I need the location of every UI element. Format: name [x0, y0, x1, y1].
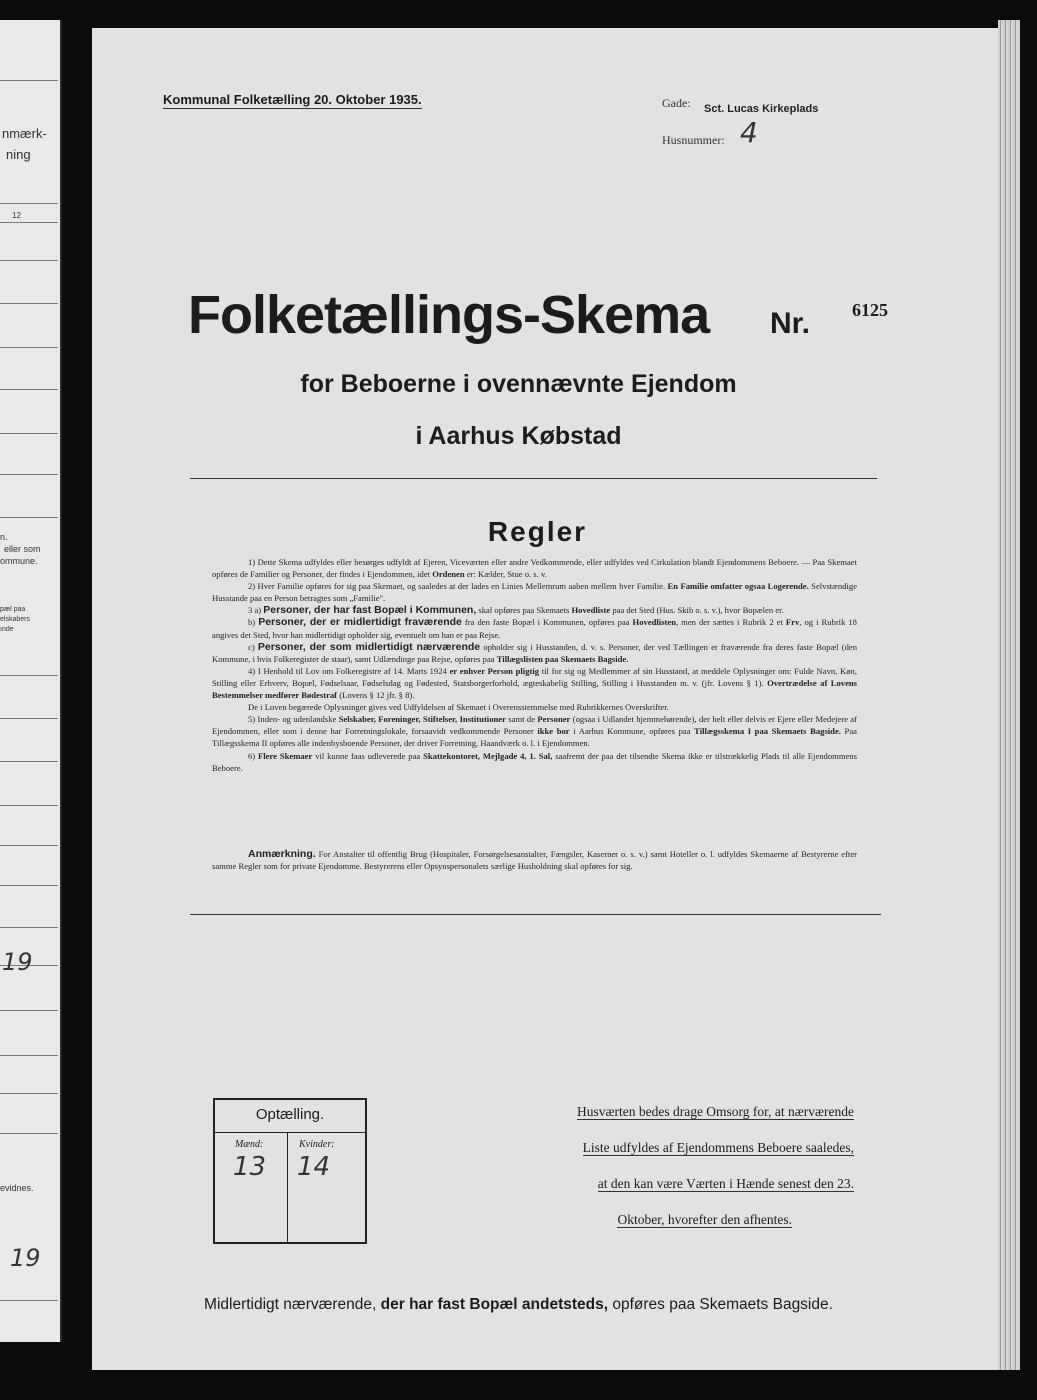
men-label: Mænd: [235, 1139, 264, 1150]
rule-4: 4) I Henhold til Lov om Folkeregistre af 14. Marts 1924 er enhver Person pligtig til for sig og Medlemmer af sin Husstand, at meddele Oplysninger om: Fulde Navn, Køn, Stilling eller Erhverv, Bopæl, Fødselsaar, Fødselsdag og Fødested, Statsborgerforhold, ægteskabelig Stilling, Stilling i Husstanden m. v. (jfr. Lovens § 1). Overtrædelse af Lovens Bestemmelser medfører Bødestraf (Lovens § 12 jfr. § 8). [212, 665, 858, 701]
host-notice-line-3: at den kan være Værten i Hænde senest den 23. [597, 1176, 854, 1191]
rule-2: 2) Hver Familie opføres for sig paa Skemaet, og saaledes at der lades en Linies Mellemrum aaben mellem hver Familie. En Familie omfatter ogsaa Logerende. Selvstændige Husstande paa en Person betragtes som „Familie". [212, 581, 858, 604]
census-title: Kommunal Folketælling 20. Oktober 1935. [163, 92, 422, 107]
form-title: Folketællings-Skema [188, 285, 710, 345]
left-hand-2: 19 [10, 1244, 41, 1272]
left-frag-3: ommune. [0, 556, 38, 566]
divider-bottom [190, 914, 881, 915]
left-hand-1: 19 [2, 948, 33, 976]
rule-3c: c) Personer, der som midlertidigt nærværende opholder sig i Husstanden, d. v. s. Personer, der ved Tællingen er fraværende fra deres faste Bopæl (den Kommune, i hvis Folkeregister de staar), samt Udlændinge paa Rejse, opføres paa Tillægslisten paa Skemaets Bagside. [212, 640, 858, 664]
remark-body: For Anstalter til offentlig Brug (Hospitaler, Forsørgelsesanstalter, Fængsler, Kaserner o. s. v.) samt Hoteller o. l. udfyldes Skemaerne af Bestyrerne efter samme Regler som for private Ejendomme. Bestyrerens eller Opsynspersonalets særlige Husholdning skal opføres for sig. [212, 849, 857, 872]
house-number-label: Husnummer: [662, 133, 725, 147]
count-box [213, 1098, 367, 1244]
rule-6: 6) Flere Skemaer vil kunne faas udleverede paa Skattekontoret, Mejlgade 4, 1. Sal, saafremt der paa det tilsendte Skema ikke er tilstrækkelig Plads til alle Ejendommens Beboere. [212, 750, 857, 773]
rules-body [212, 556, 857, 774]
left-frag-7: evidnes. [0, 1183, 34, 1193]
footer-note: Midlertidigt nærværende, der har fast Bopæl andetsteds, opføres paa Skemaets Bagside. [204, 1296, 833, 1313]
left-frag-6: ınde [0, 626, 14, 633]
divider-top [190, 478, 877, 479]
left-frag-2: eller som [4, 544, 41, 554]
form-number-label: Nr. [770, 307, 811, 340]
left-col-number: 12 [12, 211, 21, 220]
rule-5: 5) Inden- og udenlandske Selskaber, Foreninger, Stiftelser, Institutioner samt de Personer (ogsaa i Udlandet hjemmehørende), der helt eller delvis er Ejere eller Medejere af Ejendommen, eller som i denne har Forretningslokale, forsaavidt vedkommende Personer ikke bor i Aarhus Kommune, opføres paa Tillægsskema I paa Skemaets Bagside. Paa Tillægsskema II opføres alle indenbysboende Personer, der driver Forretning, Haandværk o. l. i Ejendommen. [212, 714, 857, 749]
street-label: Gade: [662, 96, 691, 110]
rule-1: 1) Dette Skema udfyldes eller besørges udfyldt af Ejeren, Viceværten eller andre Vedkommende, eller udfyldes ved Cirkulation blandt Ejendommens Beboere. — Paa Skemaet opføres de Familier og Personer, der findes i Ejendommen, idet Ordenen er: Kælder, Stue o. s. v. [212, 557, 857, 580]
remark-heading: Anmærkning. [248, 848, 316, 860]
rule-3a: 3 a) Personer, der har fast Bopæl i Kommunen, skal opføres paa Skemaets Hovedliste paa det Sted (Hus. Skib o. s. v.), hvor Bopælen er. [248, 604, 784, 617]
men-count: 13 [233, 1152, 267, 1182]
left-header-b: ning [6, 147, 31, 162]
page-stack-edge [998, 20, 1020, 1370]
left-header-a: nmærk- [2, 126, 47, 141]
street-value: Sct. Lucas Kirkeplads [704, 103, 819, 115]
remark-note [212, 848, 857, 872]
count-title: Optælling. [255, 1106, 325, 1123]
rules-heading: Regler [487, 516, 588, 547]
subtitle-city: i Aarhus Købstad [415, 422, 622, 450]
left-frag-4: pæl paa [0, 606, 26, 613]
host-notice-line-4: Oktober, hvorefter den afhentes. [617, 1212, 792, 1227]
host-notice-line-2: Liste udfyldes af Ejendommens Beboere saaledes, [582, 1140, 854, 1155]
host-notice-line-1: Husværten bedes drage Omsorg for, at nærværende [576, 1104, 854, 1119]
left-frag-5: elskabers [0, 616, 30, 623]
rule-4-cont: De i Loven begærede Oplysninger gives ved Udfyldelsen af Skemaet i Overensstemmelse med Rubrikkernes Overskrifter. [248, 702, 669, 713]
left-frag-1: n. [0, 532, 8, 542]
rule-3b: b) Personer, der er midlertidigt fraværende fra den faste Bopæl i Kommunen, opføres paa Hovedlisten, men der sættes i Rubrik 2 et Frv, og i Rubrik 18 angives det Sted, hvor han midlertidigt opholder sig, eventuelt om han er paa Rejse. [212, 616, 857, 640]
women-count: 14 [297, 1152, 331, 1182]
subtitle-residents: for Beboerne i ovennævnte Ejendom [300, 370, 737, 398]
left-page-fragment [0, 20, 62, 1342]
form-number-value: 6125 [852, 300, 888, 320]
house-number-value: 4 [740, 116, 758, 149]
women-label: Kvinder: [299, 1139, 335, 1150]
